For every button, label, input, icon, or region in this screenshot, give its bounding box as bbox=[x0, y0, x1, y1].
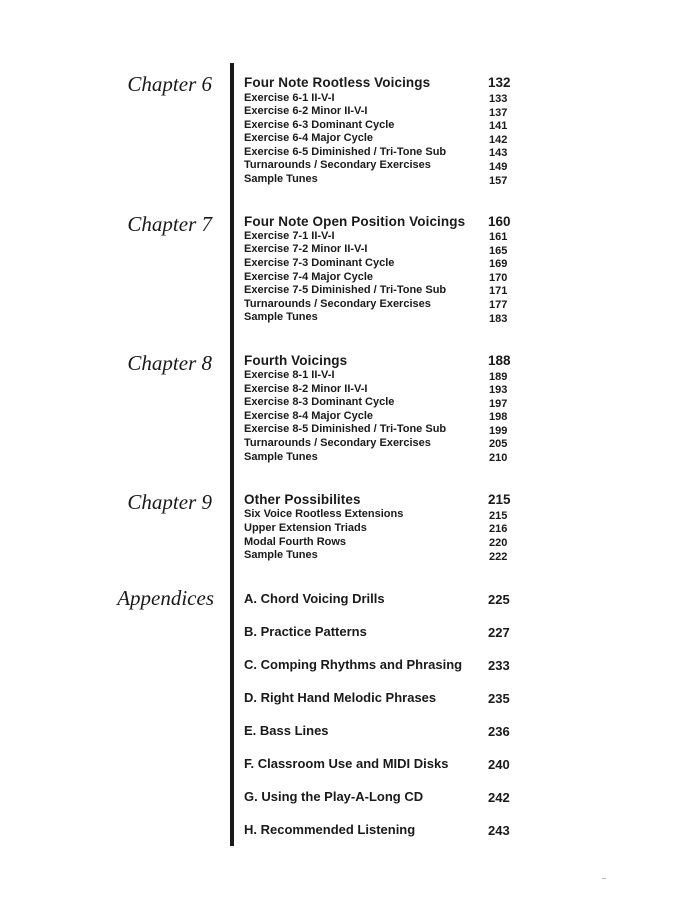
toc-entry-page: 215 bbox=[489, 510, 508, 522]
chapter-6-label: Chapter 6 bbox=[127, 72, 212, 96]
toc-entry[interactable]: Exercise 7-2 Minor II-V-I bbox=[244, 243, 368, 255]
toc-entry-page: 149 bbox=[489, 161, 508, 173]
appendices-label: Appendices bbox=[117, 586, 214, 610]
appendix-entry[interactable]: F. Classroom Use and MIDI Disks bbox=[244, 756, 449, 771]
toc-entry[interactable]: Exercise 6-2 Minor II-V-I bbox=[244, 105, 368, 117]
toc-entry-page: 199 bbox=[489, 425, 508, 437]
toc-entry-page: 198 bbox=[489, 411, 508, 423]
appendix-entry-page: 240 bbox=[488, 757, 510, 772]
appendix-entry[interactable]: C. Comping Rhythms and Phrasing bbox=[244, 657, 463, 672]
toc-entry-page: 222 bbox=[489, 551, 508, 563]
toc-entry[interactable]: Sample Tunes bbox=[244, 311, 318, 323]
appendix-entry[interactable]: B. Practice Patterns bbox=[244, 624, 367, 639]
toc-entry-page: 142 bbox=[489, 134, 508, 146]
toc-entry-page: 183 bbox=[489, 313, 508, 325]
chapter-9-label: Chapter 9 bbox=[127, 490, 212, 514]
toc-entry-page: 165 bbox=[489, 245, 508, 257]
appendix-entry-page: 243 bbox=[488, 823, 510, 838]
toc-entry-page: 157 bbox=[489, 175, 508, 187]
toc-entry[interactable]: Sample Tunes bbox=[244, 549, 318, 561]
toc-entry-page: 171 bbox=[489, 285, 508, 297]
toc-entry[interactable]: Exercise 6-4 Major Cycle bbox=[244, 132, 374, 144]
toc-entry[interactable]: Exercise 6-5 Diminished / Tri-Tone Sub bbox=[244, 146, 447, 158]
toc-entry[interactable]: Exercise 6-3 Dominant Cycle bbox=[244, 119, 395, 131]
chapter-6-page: 132 bbox=[488, 75, 511, 90]
appendix-entry[interactable]: H. Recommended Listening bbox=[244, 822, 416, 837]
scan-speck bbox=[602, 878, 606, 879]
toc-entry-page: 216 bbox=[489, 523, 508, 535]
toc-entry[interactable]: Exercise 8-5 Diminished / Tri-Tone Sub bbox=[244, 423, 447, 435]
toc-entry-page: 161 bbox=[489, 231, 508, 243]
chapter-7-title[interactable]: Four Note Open Position Voicings bbox=[244, 214, 466, 229]
toc-entry-page: 137 bbox=[489, 107, 508, 119]
toc-entry[interactable]: Sample Tunes bbox=[244, 451, 318, 463]
toc-entry[interactable]: Turnarounds / Secondary Exercises bbox=[244, 437, 431, 449]
toc-entry[interactable]: Upper Extension Triads bbox=[244, 522, 367, 534]
vertical-rule bbox=[230, 63, 234, 846]
toc-entry-page: 141 bbox=[489, 120, 508, 132]
toc-entry[interactable]: Exercise 7-4 Major Cycle bbox=[244, 271, 374, 283]
chapter-8-title[interactable]: Fourth Voicings bbox=[244, 353, 348, 368]
toc-entry-page: 189 bbox=[489, 371, 508, 383]
toc-entry-page: 143 bbox=[489, 147, 508, 159]
toc-entry-page: 210 bbox=[489, 452, 508, 464]
appendix-entry-page: 242 bbox=[488, 790, 510, 805]
toc-entry-page: 169 bbox=[489, 258, 508, 270]
chapter-8-page: 188 bbox=[488, 353, 511, 368]
appendix-entry[interactable]: A. Chord Voicing Drills bbox=[244, 591, 385, 606]
appendix-entry-page: 233 bbox=[488, 658, 510, 673]
appendix-entry-page: 227 bbox=[488, 625, 510, 640]
toc-entry-page: 205 bbox=[489, 438, 508, 450]
toc-entry-page: 177 bbox=[489, 299, 508, 311]
chapter-6-title[interactable]: Four Note Rootless Voicings bbox=[244, 75, 431, 90]
appendix-entry-page: 236 bbox=[488, 724, 510, 739]
chapter-9-page: 215 bbox=[488, 492, 511, 507]
toc-entry[interactable]: Turnarounds / Secondary Exercises bbox=[244, 159, 431, 171]
chapter-7-page: 160 bbox=[488, 214, 511, 229]
toc-entry-page: 170 bbox=[489, 272, 508, 284]
toc-entry-page: 197 bbox=[489, 398, 508, 410]
chapter-7-label: Chapter 7 bbox=[127, 212, 212, 236]
toc-entry[interactable]: Exercise 6-1 II-V-I bbox=[244, 92, 335, 104]
toc-entry[interactable]: Exercise 8-4 Major Cycle bbox=[244, 410, 374, 422]
toc-entry[interactable]: Exercise 8-1 II-V-I bbox=[244, 369, 335, 381]
toc-entry[interactable]: Exercise 8-3 Dominant Cycle bbox=[244, 396, 395, 408]
toc-entry-page: 193 bbox=[489, 384, 508, 396]
toc-entry[interactable]: Exercise 7-1 II-V-I bbox=[244, 230, 335, 242]
toc-entry[interactable]: Sample Tunes bbox=[244, 173, 318, 185]
appendix-entry[interactable]: D. Right Hand Melodic Phrases bbox=[244, 690, 437, 705]
toc-entry[interactable]: Exercise 7-3 Dominant Cycle bbox=[244, 257, 395, 269]
chapter-9-title[interactable]: Other Possibilites bbox=[244, 492, 361, 507]
toc-entry[interactable]: Modal Fourth Rows bbox=[244, 536, 347, 548]
chapter-8-label: Chapter 8 bbox=[127, 351, 212, 375]
appendix-entry-page: 225 bbox=[488, 592, 510, 607]
appendix-entry[interactable]: E. Bass Lines bbox=[244, 723, 329, 738]
appendix-entry[interactable]: G. Using the Play-A-Long CD bbox=[244, 789, 424, 804]
toc-entry[interactable]: Six Voice Rootless Extensions bbox=[244, 508, 404, 520]
toc-entry-page: 133 bbox=[489, 93, 508, 105]
appendix-entry-page: 235 bbox=[488, 691, 510, 706]
toc-entry[interactable]: Exercise 8-2 Minor II-V-I bbox=[244, 383, 368, 395]
toc-entry[interactable]: Turnarounds / Secondary Exercises bbox=[244, 298, 431, 310]
toc-entry-page: 220 bbox=[489, 537, 508, 549]
toc-entry[interactable]: Exercise 7-5 Diminished / Tri-Tone Sub bbox=[244, 284, 447, 296]
